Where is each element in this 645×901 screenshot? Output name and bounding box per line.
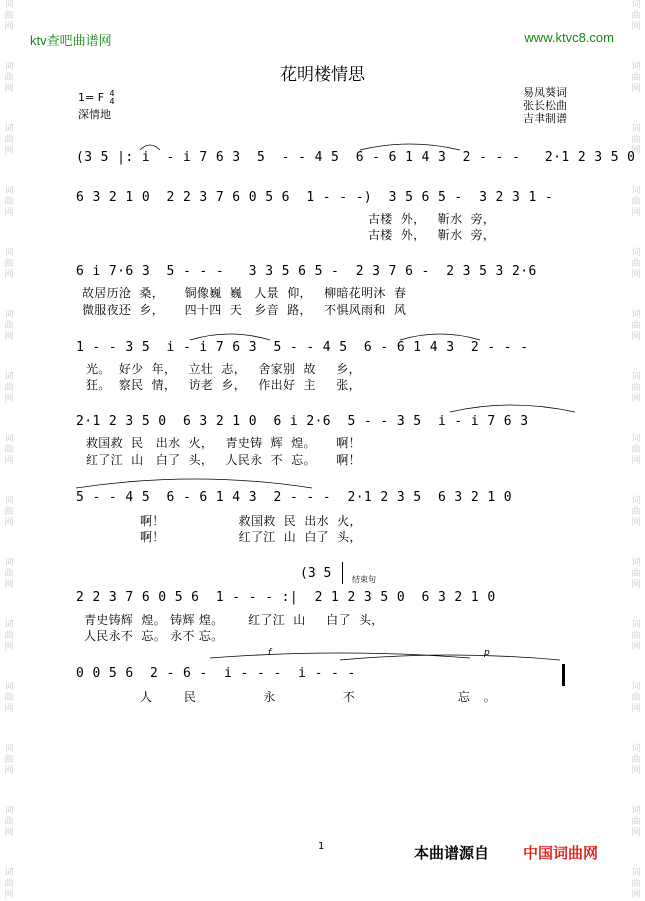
side-watermark-text: 词 曲 网 xyxy=(4,372,14,404)
side-watermark-text: 词 曲 网 xyxy=(631,310,641,342)
arranger: 吉聿制谱 xyxy=(523,112,567,125)
notation-line: 6 i 7·6 3 5 - - - 3 3 5 6 5 - 2 3 7 6 - 2 3 5 3 2·6 xyxy=(76,264,537,279)
side-watermark-text: 词 曲 网 xyxy=(631,620,641,652)
key-signature xyxy=(78,90,115,106)
side-watermark-text: 词 曲 网 xyxy=(4,434,14,466)
side-watermark-text: 词 曲 网 xyxy=(4,806,14,838)
notation-line: 5 - - 4 5 6 - 6 1 4 3 2 - - - 2·1 2 3 5 6 3 2 1 0 xyxy=(76,490,513,505)
key-text: 1= F xyxy=(78,91,105,104)
final-barline xyxy=(562,664,565,686)
song-title: 花明楼情思 xyxy=(280,65,365,85)
time-signature xyxy=(110,90,115,106)
notation-line: 2·1 2 3 5 0 6 3 2 1 0 6 i 2·6 5 - - 3 5 i - i 7 6 3 xyxy=(76,414,529,429)
side-watermark-text: 词 曲 网 xyxy=(4,868,14,900)
side-watermark-text: 词 曲 网 xyxy=(4,620,14,652)
lyric-line-1: 人 民 永 不 忘。 xyxy=(140,690,510,704)
slur-marks xyxy=(110,138,570,154)
dynamic-forte: f xyxy=(268,648,272,658)
side-watermark-text: 词 曲 网 xyxy=(4,0,14,32)
ending-label: 结束句 xyxy=(352,575,376,584)
lyric-line-2: 狂。 察民 情， 访老 乡， 作出好 主 张， xyxy=(86,378,361,392)
side-watermark-text: 词 曲 网 xyxy=(631,806,641,838)
side-watermark-text: 词 曲 网 xyxy=(631,744,641,776)
left-watermark-strip xyxy=(0,0,18,900)
time-top: 4 xyxy=(109,89,115,98)
credits xyxy=(523,86,567,125)
lyric-line-2: 古楼 外， 靳水 旁， xyxy=(368,228,496,242)
side-watermark-text: 词 曲 网 xyxy=(4,682,14,714)
notation-line: 1 - - 3 5 i - i 7 6 3 5 - - 4 5 6 - 6 1 4 3 2 - - - xyxy=(76,340,529,355)
lyric-line-1: 故居历沧 桑， 铜像巍 巍 人景 仰， 柳暗花明沐 春 xyxy=(82,286,407,300)
lyric-line-2: 啊！ 红了江 山 白了 头， xyxy=(140,530,362,544)
side-watermark-text: 词 曲 网 xyxy=(4,248,14,280)
side-watermark-text: 词 曲 网 xyxy=(631,124,641,156)
notation-line: 6 3 2 1 0 2 2 3 7 6 0 5 6 1 - - -) 3 5 6 5 - 3 2 3 1 - xyxy=(76,190,554,205)
tempo-marking: 深情地 xyxy=(78,108,111,121)
side-watermark-text: 词 曲 网 xyxy=(4,558,14,590)
slur-marks xyxy=(76,474,316,490)
side-watermark-text: 词 曲 网 xyxy=(631,496,641,528)
notation-line: 2 2 3 7 6 0 5 6 1 - - - :| 2 1 2 3 5 0 6 3 2 1 0 xyxy=(76,590,496,605)
right-watermark-strip xyxy=(627,0,645,900)
lyric-line-2: 人民永不 忘。 永不 忘。 xyxy=(84,629,224,643)
lyricist: 易凤葵词 xyxy=(523,86,567,99)
side-watermark-text: 词 曲 网 xyxy=(631,0,641,32)
side-watermark-text: 词 曲 网 xyxy=(631,868,641,900)
composer: 张长松曲 xyxy=(523,99,567,112)
side-watermark-text: 词 曲 网 xyxy=(4,744,14,776)
footer-site-name: 中国词曲网 xyxy=(523,844,599,862)
side-watermark-text: 词 曲 网 xyxy=(4,186,14,218)
side-watermark-text: 词 曲 网 xyxy=(631,434,641,466)
slur-marks xyxy=(440,400,580,414)
side-watermark-text: 词 曲 网 xyxy=(631,682,641,714)
time-bottom: 4 xyxy=(109,97,115,106)
ending-bracket xyxy=(342,562,343,584)
lyric-line-1: 古楼 外， 靳水 旁， xyxy=(368,212,496,226)
lyric-line-2: 红了江 山 白了 头， 人民永 不 忘。 啊！ xyxy=(86,453,361,467)
side-watermark-text: 词 曲 网 xyxy=(4,310,14,342)
slur-marks xyxy=(140,328,500,342)
dynamic-piano: p xyxy=(484,648,490,658)
lyric-line-1: 青史铸辉 煌。 铸辉 煌。 红了江 山 白了 头， xyxy=(84,613,384,627)
lyric-line-1: 啊！ 救国救 民 出水 火， xyxy=(140,514,362,528)
side-watermark-text: 词 曲 网 xyxy=(4,62,14,94)
page-number: 1 xyxy=(318,841,325,852)
notation-line: 0 0 5 6 2 - 6 - i - - - i - - - xyxy=(76,666,356,681)
notation-line: (3 5 |: i - i 7 6 3 5 - - 4 5 6 - 6 1 4 3 2 - - - 2·1 2 3 5 0 xyxy=(76,150,636,165)
left-site-watermark: ktv查吧曲谱网 xyxy=(30,33,112,48)
lyric-line-2: 微服夜还 乡， 四十四 天 乡音 路， 不惧风雨和 风 xyxy=(82,303,407,317)
tie-marks xyxy=(200,652,580,666)
repeat-pickup: (3 5 xyxy=(300,566,332,581)
side-watermark-text: 词 曲 网 xyxy=(631,372,641,404)
footer-source-text: 本曲谱源自 xyxy=(414,844,490,862)
side-watermark-text: 词 曲 网 xyxy=(631,558,641,590)
side-watermark-text: 词 曲 网 xyxy=(631,62,641,94)
side-watermark-text: 词 曲 网 xyxy=(4,496,14,528)
lyric-line-1: 光。 好少 年， 立壮 志， 舍家别 故 乡， xyxy=(86,362,361,376)
side-watermark-text: 词 曲 网 xyxy=(631,186,641,218)
side-watermark-text: 词 曲 网 xyxy=(4,124,14,156)
lyric-line-1: 救国救 民 出水 火， 青史铸 辉 煌。 啊！ xyxy=(86,436,361,450)
right-site-watermark: www.ktvc8.com xyxy=(524,30,614,45)
side-watermark-text: 词 曲 网 xyxy=(631,248,641,280)
